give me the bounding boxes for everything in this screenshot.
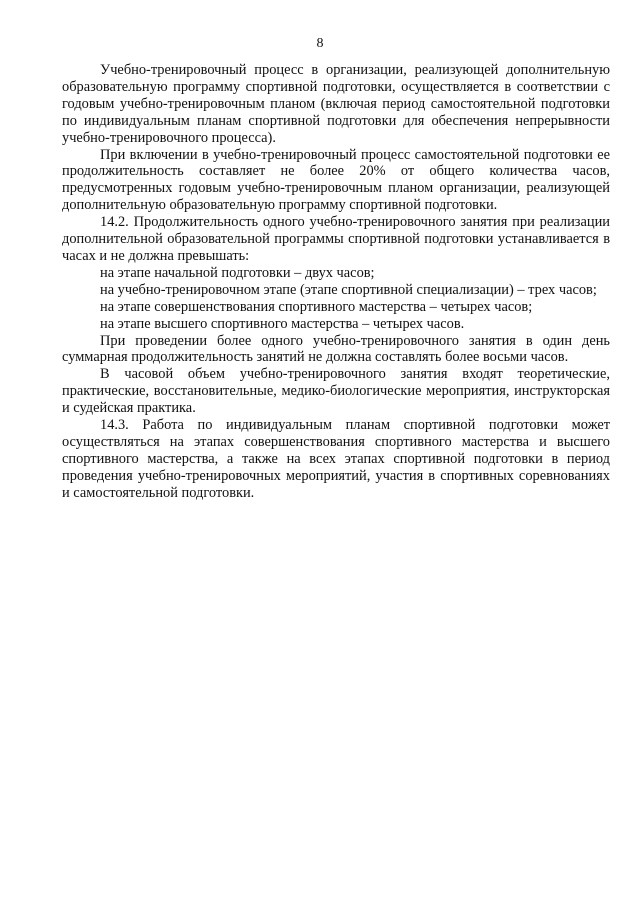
paragraph-self-preparation: При включении в учебно-тренировочный процесс самостоятельной подготовки ее продолжительность составляет не более 20% от общего количества часов, предусмотренных годовым учебно-тренировочным планом организации, реализующей дополнительную образовательную программу спортивной подготовки. bbox=[62, 146, 610, 214]
list-item-training-stage: на учебно-тренировочном этапе (этапе спортивной специализации) – трех часов; bbox=[100, 281, 597, 298]
list-item-initial-stage: на этапе начальной подготовки – двух часов; bbox=[100, 264, 375, 281]
paragraph-daily-limit: При проведении более одного учебно-тренировочного занятия в один день суммарная продолжительность занятий не должна составлять более восьми часов. bbox=[62, 332, 610, 366]
list-item-higher-mastery-stage: на этапе высшего спортивного мастерства – четырех часов. bbox=[100, 315, 465, 332]
page-number: 8 bbox=[316, 36, 324, 51]
paragraph-14-3: 14.3. Работа по индивидуальным планам спортивной подготовки может осуществляться на этапах совершенствования спортивного мастерства и высшего спортивного мастерства, а также на всех этапах спортивной подготовки в период проведения учебно-тренировочных мероприятий, участия в спортивных соревнованиях и самостоятельной подготовки. bbox=[62, 417, 610, 501]
paragraph-hour-volume: В часовой объем учебно-тренировочного занятия входят теоретические, практические, восстановительные, медико-биологические мероприятия, инструкторская и судейская практика. bbox=[62, 366, 610, 417]
document-body bbox=[62, 62, 610, 502]
list-item-improvement-stage: на этапе совершенствования спортивного мастерства – четырех часов; bbox=[100, 298, 533, 315]
paragraph-training-process: Учебно-тренировочный процесс в организации, реализующей дополнительную образовательную программу спортивной подготовки, осуществляется в соответствии с годовым учебно-тренировочным планом (включая период самостоятельной подготовки по индивидуальным планам спортивной подготовки для обеспечения непрерывности учебно-тренировочного процесса). bbox=[62, 62, 610, 146]
paragraph-14-2: 14.2. Продолжительность одного учебно-тренировочного занятия при реализации дополнительной образовательной программы спортивной подготовки устанавливается в часах и не должна превышать: bbox=[62, 214, 610, 264]
